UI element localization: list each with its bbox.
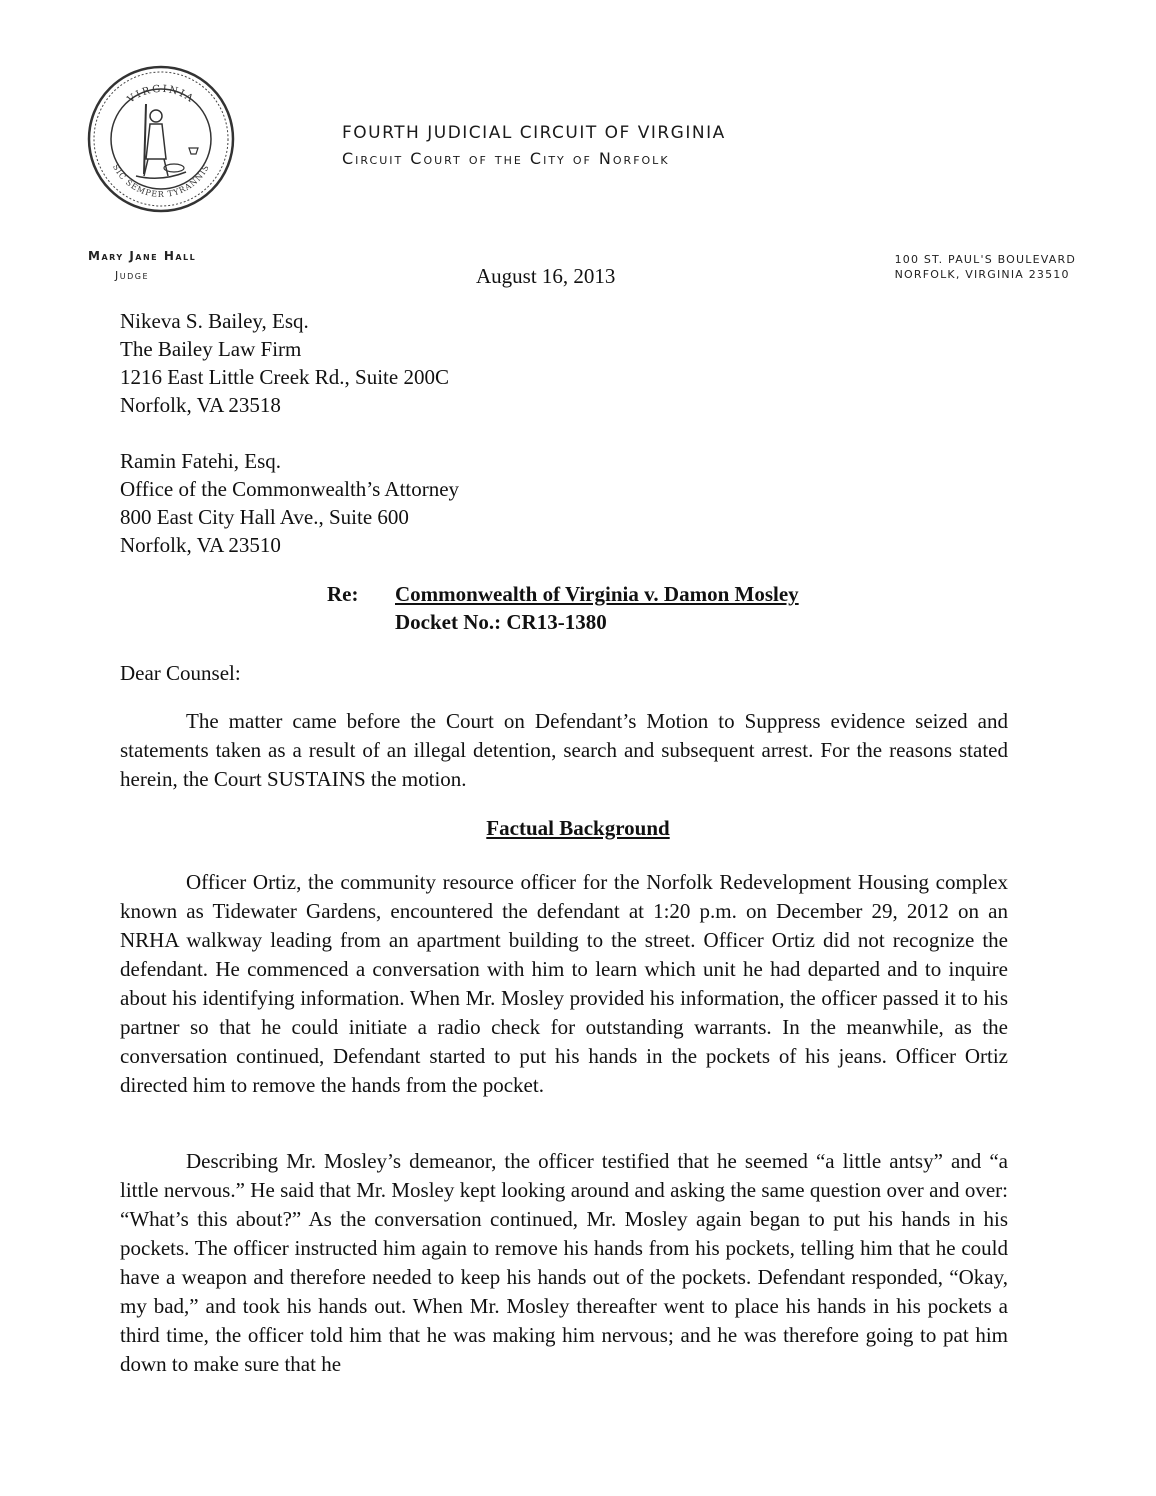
circuit-name: FOURTH JUDICIAL CIRCUIT OF VIRGINIA <box>342 123 726 143</box>
recipient-line: The Bailey Law Firm <box>120 337 302 361</box>
virginia-seal <box>86 64 236 214</box>
body-paragraph: Describing Mr. Mosley’s demeanor, the officer testified that he seemed “a little antsy” and “a little nervous.” He said that Mr. Mosley kept looking around and asking the same question over and over: “What’s this about?” As the conversation continued, Mr. Mosley again began to put his hands in his pockets. The officer instructed him again to remove his hands from his pockets, telling him that he could have a weapon and therefore needed to keep his hands out of the pockets. Defendant responded, “Okay, my bad,” and took his hands out. When Mr. Mosley thereafter went to place his hands in his pockets a third time, the officer told him that he was making him nervous; and he was therefore going to pat him down to make sure that he <box>120 1149 1008 1376</box>
recipient-line: 1216 East Little Creek Rd., Suite 200C <box>120 365 449 389</box>
court-address <box>895 252 1076 282</box>
recipient-line: Ramin Fatehi, Esq. <box>120 449 281 473</box>
address-line-1: 100 ST. PAUL'S BOULEVARD <box>894 253 1076 266</box>
body-paragraph: Officer Ortiz, the community resource officer for the Norfolk Redevelopment Housing complex known as Tidewater Gardens, encountered the defendant at 1:20 p.m. on December 29, 2012 on an NRHA walkway leading from an apartment building to the street. Officer Ortiz did not recognize the defendant. He commenced a conversation with him to learn which unit he had departed and to inquire about his identifying information. When Mr. Mosley provided his information, the officer passed it to his partner so that he could initiate a radio check for outstanding warrants. In the meanwhile, as the conversation continued, Defendant started to put his hands in the pockets of his jeans. Officer Ortiz directed him to remove the hands from the pocket. <box>120 870 1008 1097</box>
recipient-line: Office of the Commonwealth’s Attorney <box>120 477 460 501</box>
svg-text:SIC SEMPER TYRANNIS <box>111 163 211 199</box>
address-line-2: NORFOLK, VIRGINIA 23510 <box>894 268 1070 281</box>
seal-bottom-text: SIC SEMPER TYRANNIS <box>110 162 212 200</box>
letter-date: August 16, 2013 <box>476 264 616 288</box>
court-name: Circuit Court of the City of Norfolk <box>342 149 670 168</box>
re-label: Re: <box>327 582 359 606</box>
recipient-address <box>120 307 449 419</box>
recipient-address <box>120 447 459 559</box>
seal-top-text: VIRGINIA <box>125 83 197 106</box>
re-line <box>327 580 799 636</box>
case-caption: Commonwealth of Virginia v. Damon Mosley <box>395 582 799 606</box>
intro-paragraph: The matter came before the Court on Defendant’s Motion to Suppress evidence seized and statements taken as a result of an illegal detention, search and subsequent arrest. For the reasons stated herein, the Court SUSTAINS the motion. <box>120 709 1008 791</box>
recipient-line: Norfolk, VA 23518 <box>120 393 281 417</box>
judge-name: Mary Jane Hall <box>88 249 197 263</box>
judge-title: Judge <box>115 269 150 282</box>
recipient-line: 800 East City Hall Ave., Suite 600 <box>120 505 409 529</box>
salutation: Dear Counsel: <box>120 661 241 685</box>
judge-block <box>88 249 196 282</box>
recipient-line: Norfolk, VA 23510 <box>120 533 281 557</box>
docket-number: Docket No.: CR13-1380 <box>395 610 607 634</box>
section-heading: Factual Background <box>486 816 670 840</box>
recipient-line: Nikeva S. Bailey, Esq. <box>120 309 309 333</box>
court-name-block <box>342 120 726 172</box>
